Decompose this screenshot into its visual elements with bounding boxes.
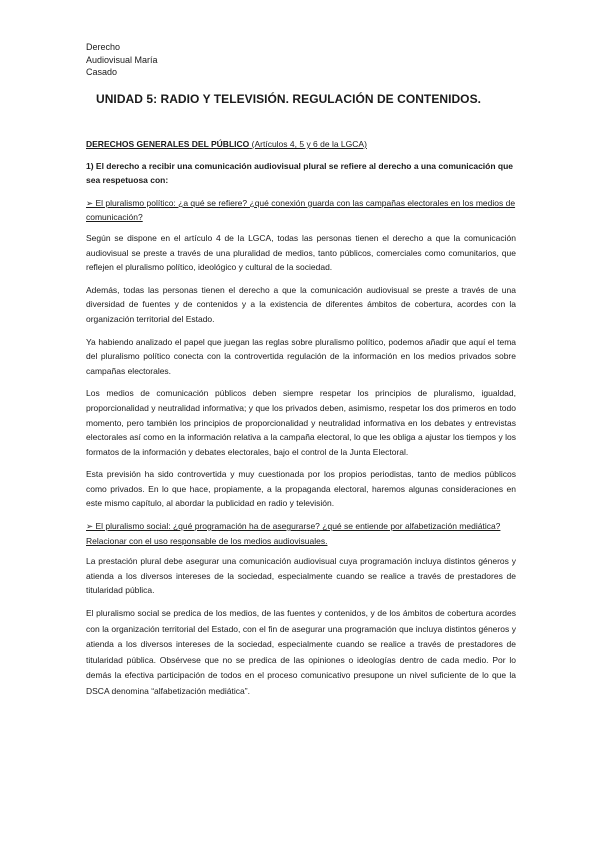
section-heading-text: DERECHOS GENERALES DEL PÚBLICO — [86, 139, 250, 149]
subsection-1-paragraph-1: Según se dispone en el artículo 4 de la LGCA, todas las personas tienen el derecho a que la comunicación audiovisual se preste a través de una pluralidad de medios, tanto públicos, comerciales como comunitarios, que reflejen el pluralismo político, ideológico y cultural de la sociedad. — [86, 232, 516, 273]
subsection-1-paragraph-3: Ya habiendo analizado el papel que juegan las reglas sobre pluralismo político, podemos añadir que aquí el tema del pluralismo político conecta con la controvertida regulación de la información en los medios privados sobre campañas electorales. — [86, 336, 516, 376]
page-title: UNIDAD 5: RADIO Y TELEVISIÓN. REGULACIÓN DE CONTENIDOS. — [96, 92, 482, 106]
subsection-2-heading: ➢ El pluralismo social: ¿qué programación ha de asegurarse? ¿qué se entiende por alfabetización mediática? Relacionar con el uso responsable de los medios audiovisuales. — [86, 521, 501, 546]
section-heading — [86, 137, 516, 152]
document-header — [86, 41, 158, 79]
subsection-1-paragraph-2: Además, todas las personas tienen el derecho a que la comunicación audiovisual se preste a través de una diversidad de fuentes y de contenidos y a la existencia de diferentes ámbitos de cobertura, acordes con la organización territorial del Estado. — [86, 284, 516, 324]
subsection-1-paragraph-4: Los medios de comunicación públicos deben siempre respetar los principios de pluralismo, igualdad, proporcionalidad y neutralidad informativa; y que los privados deben, asimismo, respetar los dos primeros en todo momento, pero también los principios de proporcionalidad y neutralidad informativa en los debates y entrevistas electorales así como en la información relativa a la campaña electoral, lo que les obliga a ajustar los tiempos y los formatos de la información y debates electorales, bajo el control de la Junta Electoral. — [86, 388, 516, 457]
header-line-author-1: Audiovisual María — [86, 54, 158, 65]
header-line-author-2: Casado — [86, 67, 118, 77]
header-line-subject: Derecho — [86, 42, 121, 52]
question-1: 1) El derecho a recibir una comunicación audiovisual plural se refiere al derecho a una comunicación que sea respetuosa con: — [86, 160, 514, 186]
document-body — [86, 137, 516, 708]
subsection-2-paragraph-1: La prestación plural debe asegurar una comunicación audiovisual cuya programación incluya distintos géneros y atienda a los diversos intereses de la sociedad, especialmente cuando se realice a través de prestadores de titularidad pública. — [86, 556, 516, 596]
section-reference: (Artículos 4, 5 y 6 de la LGCA) — [251, 139, 367, 149]
subsection-2-paragraph-2: El pluralismo social se predica de los medios, de las fuentes y contenidos, y de los ámbitos de cobertura acordes con la organización territorial del Estado, con el fin de asegurar una programación que incluya distintos géneros y atienda a los diversos intereses de la sociedad, especialmente cuando se realice a través de prestadores de titularidad pública. Obsérvese que no se predica de las opiniones o ideologías dentro de cada medio. Por lo demás la efectiva participación de todos en el proceso comunicativo presupone un nivel suficiente de lo que la DSCA denomina “alfabetización mediática”. — [86, 608, 516, 696]
subsection-1-paragraph-5: Esta previsión ha sido controvertida y muy cuestionada por los propios periodistas, tanto de medios públicos como privados. En lo que hace, propiamente, a la propaganda electoral, haremos algunas consideraciones en este mismo capítulo, al abordar la publicidad en radio y televisión. — [86, 469, 516, 509]
subsection-1-heading: ➢ El pluralismo político: ¿a qué se refiere? ¿qué conexión guarda con las campañas electorales en los medios de comunicación? — [86, 197, 516, 223]
